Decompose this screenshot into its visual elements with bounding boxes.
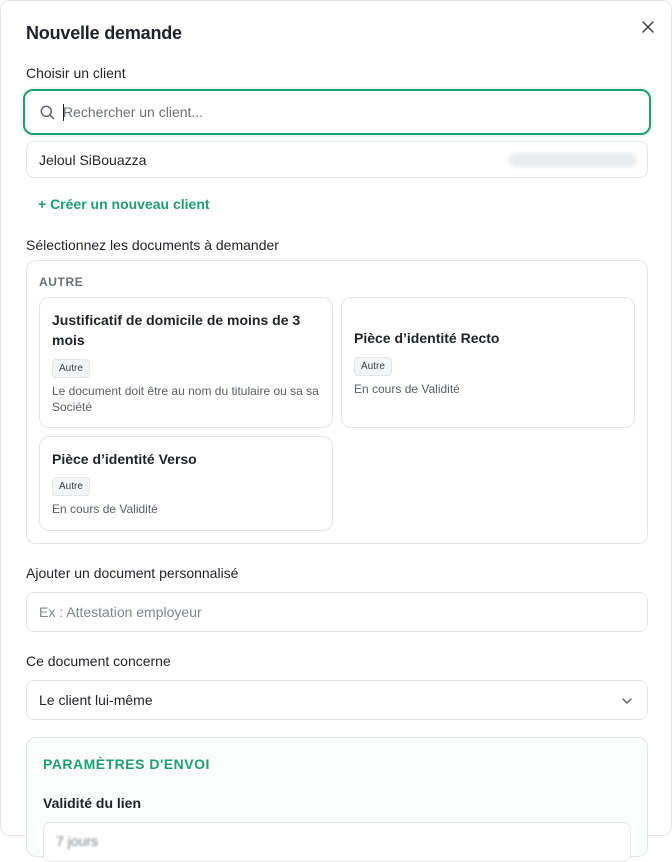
send-params-panel [26, 737, 648, 857]
documents-section-label: Sélectionnez les documents à demander [26, 237, 279, 253]
client-search-input[interactable] [63, 101, 623, 123]
document-card-domicile[interactable] [39, 297, 333, 428]
concerns-select[interactable] [26, 680, 648, 720]
documents-list [26, 260, 648, 544]
document-category-badge: Autre [52, 359, 90, 378]
text-caret [63, 104, 64, 121]
document-title: Pièce d’identité Recto [354, 330, 500, 346]
document-description: En cours de Validité [354, 382, 460, 396]
link-validity-value: 7 jours [56, 833, 99, 849]
client-name: Jeloul SiBouazza [39, 152, 147, 168]
document-title: Pièce d’identité Verso [52, 451, 197, 467]
create-client-link[interactable]: + Créer un nouveau client [38, 196, 210, 212]
concerns-label: Ce document concerne [26, 653, 171, 669]
modal-title: Nouvelle demande [26, 23, 182, 43]
close-button[interactable] [638, 17, 658, 37]
link-validity-select[interactable] [43, 822, 631, 862]
document-card-id-front[interactable] [341, 297, 635, 428]
client-email [509, 153, 637, 167]
client-search-field[interactable] [23, 89, 651, 135]
document-description: Le document doit être au nom du titulaire ou sa sa Société [52, 384, 319, 414]
concerns-selected-value: Le client lui-même [39, 692, 153, 708]
client-section-label: Choisir un client [26, 65, 126, 81]
client-result-item[interactable] [26, 141, 648, 178]
close-icon [642, 21, 654, 33]
document-group-title: AUTRE [39, 275, 84, 289]
search-icon [40, 105, 55, 120]
link-validity-label: Validité du lien [43, 795, 142, 811]
send-params-title: PARAMÈTRES D'ENVOI [43, 756, 210, 772]
chevron-down-icon [621, 695, 633, 707]
custom-document-label: Ajouter un document personnalisé [26, 565, 239, 581]
document-category-badge: Autre [354, 357, 392, 376]
document-description: En cours de Validité [52, 502, 158, 516]
document-card-id-back[interactable] [39, 436, 333, 531]
document-title: Justificatif de domicile de moins de 3 mois [52, 312, 301, 348]
document-category-badge: Autre [52, 477, 90, 496]
custom-document-input[interactable] [26, 592, 648, 632]
